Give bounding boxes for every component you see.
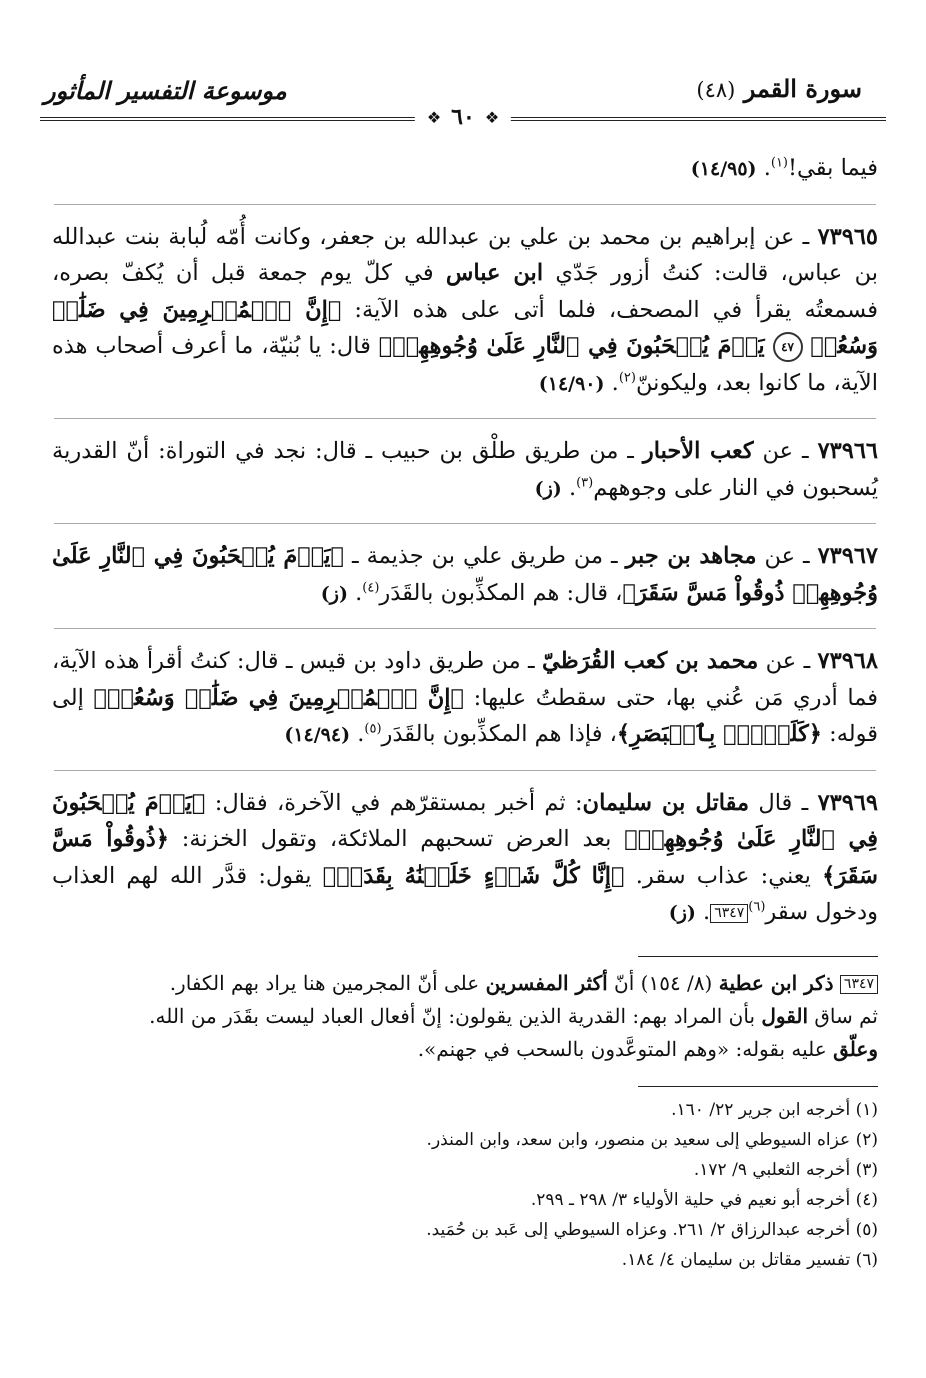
narration-number: ٧٣٩٦٦: [817, 438, 879, 464]
citation: (١٤/٩٠): [538, 372, 605, 395]
narration-73968: ٧٣٩٦٨ ـ عن محمد بن كعب القُرَظيّ ـ من طريق داود بن قيس ـ قال: كنتُ أقرأ هذه الآية، فما أدري مَن عُني بها، حتى سقطتُ عليها: ﴿إِنَّ ٱلۡمُجۡرِمِينَ فِي ضَلَٰلٖ وَسُعُرٖ﴾ إلى قوله: ﴿كَلَمۡحِۭ بِٱلۡبَصَرِ﴾، فإذا هم المكذِّبون بالقَدَر$^{(٥)}$. (١٤/٩٤): [52, 648, 878, 747]
narrator-name: مجاهد بن جبر: [625, 543, 757, 569]
page-header: [40, 60, 886, 140]
footnote: (٥) أخرجه عبدالرزاق ٢/ ٢٦١. وعزاه السيوطي إلى عَبد بن حُمَيد.: [426, 1219, 878, 1240]
commentary-ref-box[interactable]: ٦٣٤٧: [710, 904, 748, 923]
quran-verse: ﴿ذُوقُواْ مَسَّ سَقَرَ﴾: [52, 826, 878, 889]
commentary-box: ٦٣٤٧: [840, 975, 878, 994]
page-body: [52, 150, 878, 1275]
surah-name: سورة القمر: [743, 74, 862, 103]
commentary-rule: [638, 956, 878, 957]
surah-title: [696, 74, 862, 103]
footnote: (١) أخرجه ابن جرير ٢٢/ ١٦٠.: [671, 1099, 878, 1120]
narration-number: ٧٣٩٦٧: [817, 543, 879, 569]
footnote: (٤) أخرجه أبو نعيم في حلية الأولياء ٣/ ٢٩٨ ـ ٢٩٩.: [530, 1189, 878, 1210]
narration-73967: ٧٣٩٦٧ ـ عن مجاهد بن جبر ـ من طريق علي بن جذيمة ـ ﴿يَوۡمَ يُسۡحَبُونَ فِي ٱلنَّارِ عَلَىٰ وُجُوهِهِمۡ ذُوقُواْ مَسَّ سَقَرَ﴾، قال: هم المكذِّبون بالقَدَر$^{(٤)}$. (ز): [52, 543, 879, 606]
surah-number: (٤٨): [696, 78, 736, 102]
footnote: (٦) تفسير مقاتل بن سليمان ٤/ ١٨٤.: [621, 1249, 878, 1270]
narrator-name: محمد بن كعب القُرَظيّ: [542, 648, 759, 674]
narration-number: ٧٣٩٦٥: [817, 223, 878, 250]
quran-verse: ﴿كَلَمۡحِۭ بِٱلۡبَصَرِ﴾: [616, 721, 822, 747]
commentary-note: ٦٣٤٧ ذكر ابن عطية (٨/ ١٥٤) أنّ أكثر المفسرين على أنّ المجرمين هنا يراد بهم الكفار. ثم ساق القول بأن المراد بهم: القدرية الذين يقولون: إنّ أفعال العباد ليست بقَدَر من الله. وعلّق عليه بقوله: «وهم المتوعَّدون بالسحب في جهنم».: [149, 970, 878, 1061]
ornament-icon: ❖: [426, 107, 442, 127]
narration-73966: ٧٣٩٦٦ ـ عن كعب الأحبار ـ من طريق طلْق بن حبيب ـ قال: نجد في التوراة: أنّ القدرية يُسحبون في النار على وجوههم$^{(٣)}$. (ز): [52, 438, 879, 501]
separator: [54, 418, 876, 419]
narration-73965: ٧٣٩٦٥ ـ عن إبراهيم بن محمد بن علي بن عبدالله بن جعفر، وكانت أُمّه لُبابة بنت عبدالله بن عباس، قالت: كنتُ أزور جَدّي ابن عباس في كلّ يوم جمعة قبل أن يُكفّ بصره، فسمعتُه يقرأ في المصحف، فلما أتى على هذه الآية: ﴿إِنَّ ٱلۡمُجۡرِمِينَ فِي ضَلَٰلٖ وَسُعُرٖ ٤٧ يَوۡمَ يُسۡحَبُونَ فِي ٱلنَّارِ عَلَىٰ وُجُوهِهِمۡ﴾ قال: يا بُنيّة، ما أعرف أصحاب هذه الآية، ما كانوا بعد، وليكوننّ$^{(٢)}$. (١٤/٩٠): [52, 223, 879, 396]
separator: [54, 523, 876, 524]
footnote-ref[interactable]: (٦): [748, 899, 766, 915]
separator: [54, 770, 876, 771]
narrator-name: ابن عباس: [445, 260, 544, 286]
continuation-text: فيما بقي!$^{(١)}$. (١٤/٩٥): [690, 155, 878, 181]
narrator-name: كعب الأحبار: [642, 438, 754, 464]
footnotes-rule: [638, 1086, 878, 1087]
quran-verse: ﴿يَوۡمَ يُسۡحَبُونَ فِي ٱلنَّارِ عَلَىٰ وُجُوهِهِمۡ ذُوقُواْ مَسَّ سَقَرَ﴾: [52, 543, 878, 606]
page-number-box: [415, 104, 511, 130]
quran-verse: ﴿إِنَّ ٱلۡمُجۡرِمِينَ فِي ضَلَٰلٖ وَسُعُرٖ: [52, 296, 878, 359]
footnote-ref[interactable]: (٢): [618, 370, 636, 385]
quran-verse: ﴿إِنَّ ٱلۡمُجۡرِمِينَ فِي ضَلَٰلٖ وَسُعُرٖ﴾: [93, 684, 465, 711]
narration-number: ٧٣٩٦٨: [817, 648, 878, 674]
ayah-number-icon: ٤٧: [773, 332, 803, 362]
ornament-icon: ❖: [484, 107, 500, 127]
citation: (ز): [668, 902, 696, 924]
citation: (١٤/٩٥): [690, 158, 757, 180]
separator: [54, 204, 876, 205]
page-number: ٦٠: [451, 104, 475, 130]
footnote: (٣) أخرجه الثعلبي ٩/ ١٧٢.: [693, 1159, 878, 1180]
footnote-ref[interactable]: (٤): [362, 580, 380, 595]
citation: (١٤/٩٤): [284, 724, 351, 746]
footnote-ref[interactable]: (٥): [364, 721, 382, 737]
quran-verse: ﴿يَوۡمَ يُسۡحَبُونَ فِي ٱلنَّارِ عَلَىٰ وُجُوهِهِمۡ﴾: [52, 789, 878, 852]
citation: (ز): [320, 582, 348, 605]
narrator-name: مقاتل بن سليمان: [582, 789, 750, 816]
citation: (ز): [534, 477, 562, 500]
quran-verse: يَوۡمَ يُسۡحَبُونَ فِي ٱلنَّارِ عَلَىٰ وُجُوهِهِمۡ﴾: [378, 333, 765, 359]
narration-number: ٧٣٩٦٩: [817, 789, 878, 816]
narration-73969: ٧٣٩٦٩ ـ قال مقاتل بن سليمان: ثم أخبر بمستقرّهم في الآخرة، فقال: ﴿يَوۡمَ يُسۡحَبُونَ فِي ٱلنَّارِ عَلَىٰ وُجُوهِهِمۡ﴾ بعد العرض تسحبهم الملائكة، وتقول الخزنة: ﴿ذُوقُواْ مَسَّ سَقَرَ﴾ يعني: عذاب سقر. ﴿إِنَّا كُلَّ شَيۡءٍ خَلَقۡنَٰهُ بِقَدَرٖ﴾ يقول: قدَّر الله لهم العذاب ودخول سقر$^{(٦)}$٦٣٤٧. (ز): [52, 789, 878, 925]
footnote-ref[interactable]: (٣): [576, 475, 594, 490]
quran-verse: ﴿إِنَّا كُلَّ شَيۡءٍ خَلَقۡنَٰهُ بِقَدَرٖ﴾: [322, 862, 625, 889]
book-title: موسوعة التفسير المأثور: [44, 76, 287, 105]
footnote: (٢) عزاه السيوطي إلى سعيد بن منصور، وابن سعد، وابن المنذر.: [426, 1129, 878, 1150]
footnotes: [52, 1095, 878, 1275]
separator: [54, 628, 876, 629]
footnote-ref[interactable]: (١): [770, 155, 788, 171]
